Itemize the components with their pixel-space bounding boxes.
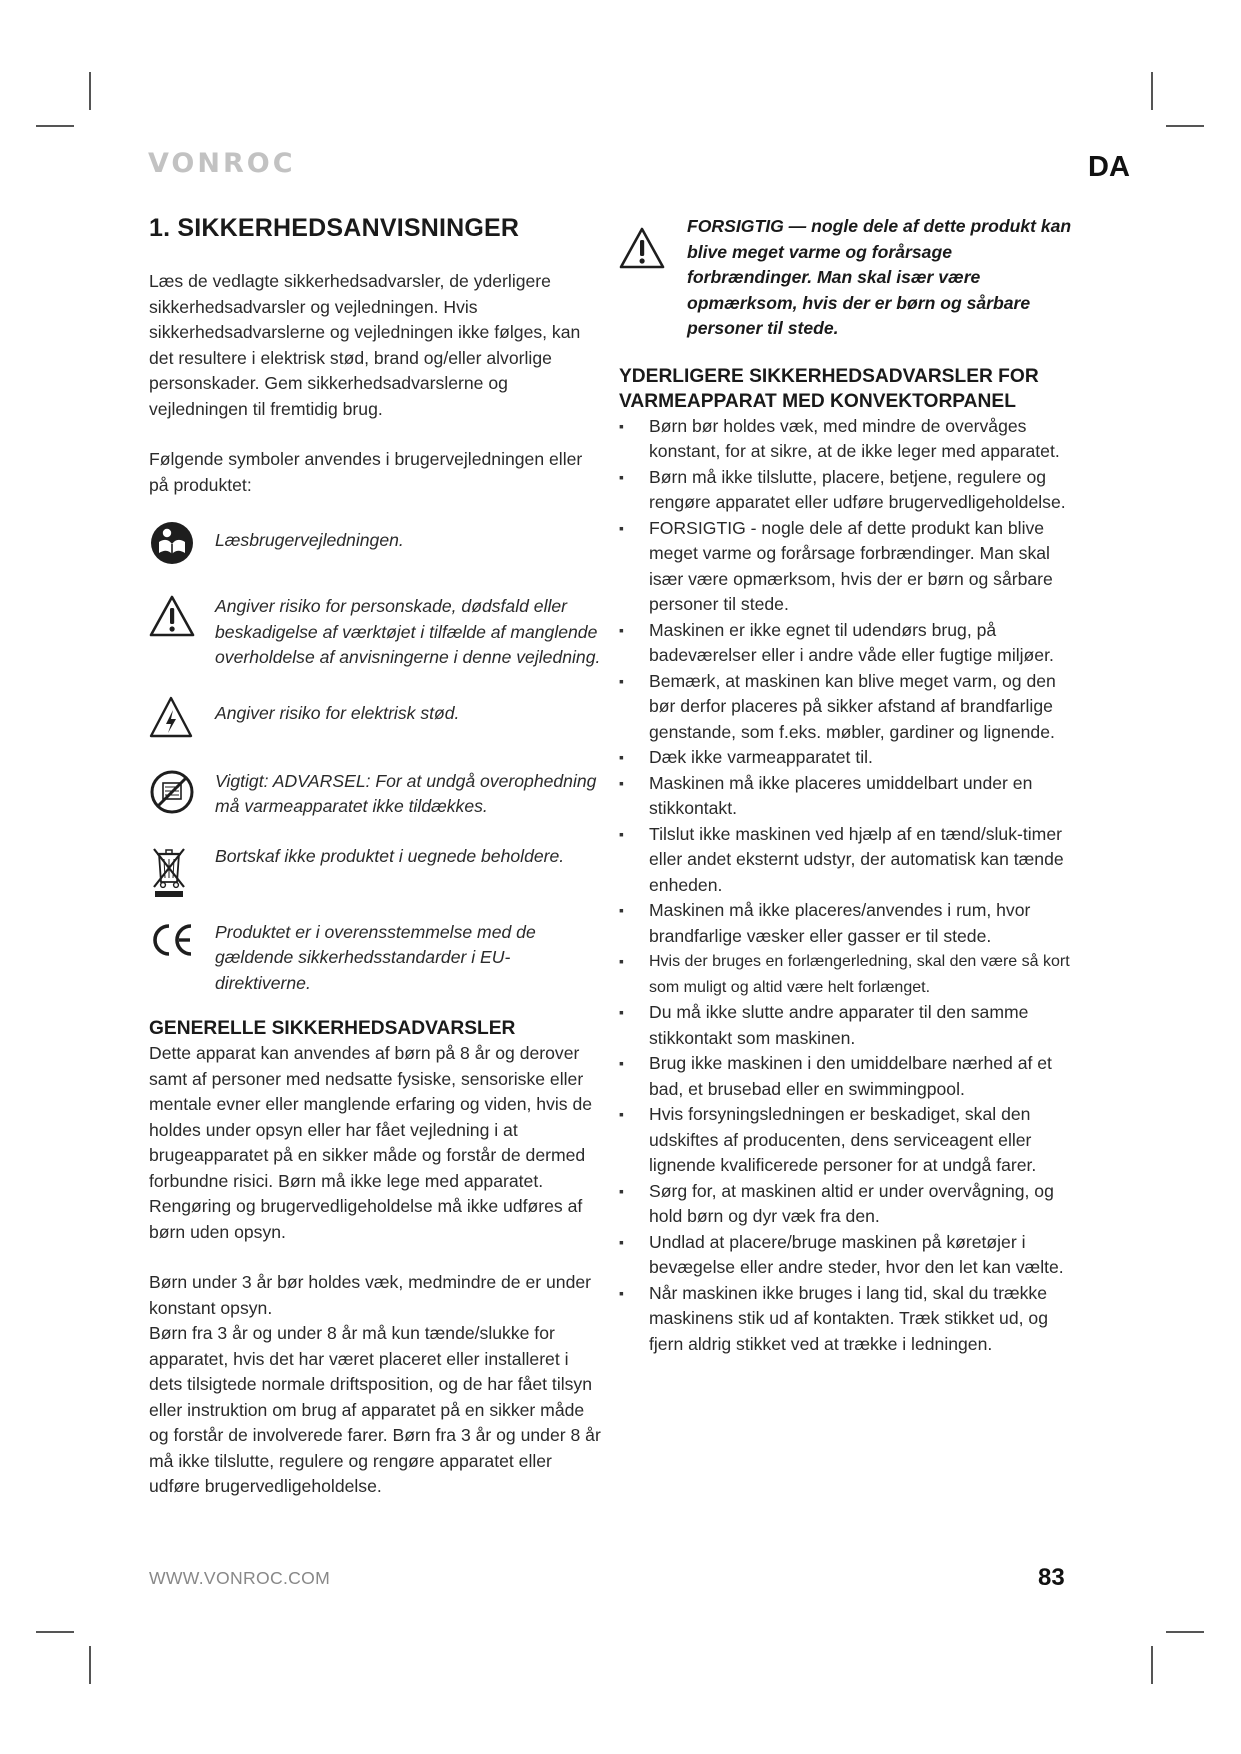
list-item: ▪ Undlad at placere/bruge maskinen på køretøjer i bevægelse eller andre steder, hvor den let kan vælte. (619, 1230, 1079, 1281)
section-title: 1. SIKKERHEDSANVISNINGER (149, 214, 520, 242)
do-not-cover-icon (149, 769, 199, 819)
symbol-row (149, 695, 601, 745)
crop-mark (1151, 72, 1153, 110)
symbol-row (149, 594, 601, 671)
general-paragraph: Børn fra 3 år og under 8 år må kun tænde/slukke for apparatet, hvis det har været placeret eller installeret i dets tilsigtede normale driftsposition, og de har fået tilsyn eller instruktion om brug af apparatet på en sikker måde og forstår de involverede farer. Børn fra 3 år og under 8 år må ikke tilslutte, regulere og rengøre apparatet eller udføre brugervedligeholdelse. (149, 1323, 601, 1496)
page-number: 83 (1038, 1564, 1065, 1591)
list-item: ▪ Hvis forsyningsledningen er beskadiget, skal den udskiftes af producenten, dens serviceagent eller lignende kvalificerede personer for at undgå farer. (619, 1102, 1079, 1179)
heading-line: YDERLIGERE SIKKERHEDSADVARSLER FOR (619, 365, 1039, 387)
symbol-text: Angiver risiko for personskade, dødsfald eller beskadigelse af værktøjet i tilfælde af manglende overholdelse af anvisningerne i denne vejledning. (215, 596, 601, 667)
caution-text: FORSIGTIG — nogle dele af dette produkt kan blive meget varme og forårsage forbrændinger. Man skal især være opmærksom, hvis der er børn og sårbare personer til stede. (687, 216, 1072, 338)
electric-shock-icon (149, 695, 199, 745)
left-column (149, 214, 601, 1500)
weee-disposal-icon (149, 844, 199, 894)
symbols-intro: Følgende symboler anvendes i brugervejledningen eller på produktet: (149, 449, 583, 495)
symbol-row (149, 520, 601, 570)
list-item: ▪ Børn bør holdes væk, med mindre de overvåges konstant, for at sikre, at de ikke leger med apparatet. (619, 414, 1079, 465)
list-item: ▪ Bemærk, at maskinen kan blive meget varm, og den bør derfor placeres på sikker afstand af brandfarlige genstande, som f.eks. møbler, gardiner og lignende. (619, 669, 1079, 746)
warning-triangle-icon (619, 226, 669, 275)
symbol-text: Angiver risiko for elektrisk stød. (215, 702, 460, 723)
footer-url: WWW.VONROC.COM (149, 1568, 331, 1588)
additional-heading (619, 364, 1079, 414)
list-item: ▪ Maskinen må ikke placeres umiddelbart under en stikkontakt. (619, 771, 1079, 822)
crop-mark (36, 1631, 74, 1633)
general-heading: GENERELLE SIKKERHEDSADVARSLER (149, 1018, 516, 1039)
list-item: ▪ Du må ikke slutte andre apparater til den samme stikkontakt som maskinen. (619, 1000, 1079, 1051)
general-paragraph: Dette apparat kan anvendes af børn på 8 år og derover samt af personer med nedsatte fysiske, sensoriske eller mentale evner eller manglende erfaring og viden, hvis de holdes under opsyn eller har fået vejledning i at brugeapparatet på en sikker måde og forstår de dermed forbundne risici. Børn må ikke lege med apparatet. Rengøring og brugervedligeholdelse må ikke udføres af børn uden opsyn. (149, 1043, 593, 1242)
warning-triangle-icon (149, 594, 199, 644)
list-item: ▪ Sørg for, at maskinen altid er under overvågning, og hold børn og dyr væk fra den. (619, 1179, 1079, 1230)
list-item: ▪ Maskinen må ikke placeres/anvendes i rum, hvor brandfarlige væsker eller gasser er til stede. (619, 898, 1079, 949)
symbol-row (149, 769, 601, 820)
read-manual-icon (149, 520, 199, 570)
symbol-text: Bortskaf ikke produktet i uegnede beholdere. (215, 845, 565, 866)
crop-mark (89, 72, 91, 110)
symbol-text: Læsbrugervejledningen. (215, 530, 404, 550)
caution-block (619, 214, 1079, 342)
crop-mark (1166, 125, 1204, 127)
crop-mark (1166, 1631, 1204, 1633)
symbol-text: Produktet er i overensstemmelse med de gældende sikkerhedsstandarder i EU-direktiverne. (215, 921, 536, 993)
ce-mark-icon (149, 920, 199, 970)
crop-mark (89, 1646, 91, 1684)
list-item: ▪ FORSIGTIG - nogle dele af dette produkt kan blive meget varme og forårsage forbrændinger. Man skal især være opmærksom, hvis der er børn og sårbare personer til stede. (619, 516, 1079, 618)
list-item: ▪ Hvis der bruges en forlængerledning, skal den være så kort som muligt og altid være helt forlænget. (619, 949, 1079, 1000)
symbol-text: Vigtigt: ADVARSEL: For at undgå overophedning må varmeapparatet ikke tildækkes. (215, 770, 597, 816)
symbol-row (149, 844, 601, 894)
symbol-row (149, 920, 601, 997)
list-item: ▪ Tilslut ikke maskinen ved hjælp af en tænd/sluk-timer eller andet eksternt udstyr, der automatisk kan tænde enheden. (619, 822, 1079, 899)
crop-mark (1151, 1646, 1153, 1684)
list-item: ▪ Brug ikke maskinen i den umiddelbare nærhed af et bad, et brusebad eller en swimmingpool. (619, 1051, 1079, 1102)
language-code: DA (1088, 151, 1130, 183)
list-item: ▪ Når maskinen ikke bruges i lang tid, skal du trække maskinens stik ud af kontakten. Træk stikket ud, og fjern aldrig stikket ved at trække i ledningen. (619, 1281, 1079, 1358)
list-item: ▪ Børn må ikke tilslutte, placere, betjene, regulere og rengøre apparatet eller udføre brugervedligeholdelse. (619, 465, 1079, 516)
list-item: ▪ Dæk ikke varmeapparatet til. (619, 745, 1079, 771)
general-paragraph: Børn under 3 år bør holdes væk, medmindre de er under konstant opsyn. (149, 1272, 592, 1318)
list-item: ▪ Maskinen er ikke egnet til udendørs brug, på badeværelser eller i andre våde eller fugtige miljøer. (619, 618, 1079, 669)
crop-mark (36, 125, 74, 127)
warning-list (619, 414, 1079, 1358)
heading-line: VARMEAPPARAT MED KONVEKTORPANEL (619, 390, 1016, 412)
intro-paragraph: Læs de vedlagte sikkerhedsadvarsler, de yderligere sikkerhedsadvarsler og vejledningen. Hvis sikkerhedsadvarslerne og vejledningen ikke følges, kan det resultere i elektrisk stød, brand og/eller alvorlige personskader. Gem sikkerhedsadvarslerne og vejledningen til fremtidig brug. (149, 271, 581, 419)
right-column (619, 214, 1079, 1357)
brand-logo: VONROC (148, 148, 296, 179)
